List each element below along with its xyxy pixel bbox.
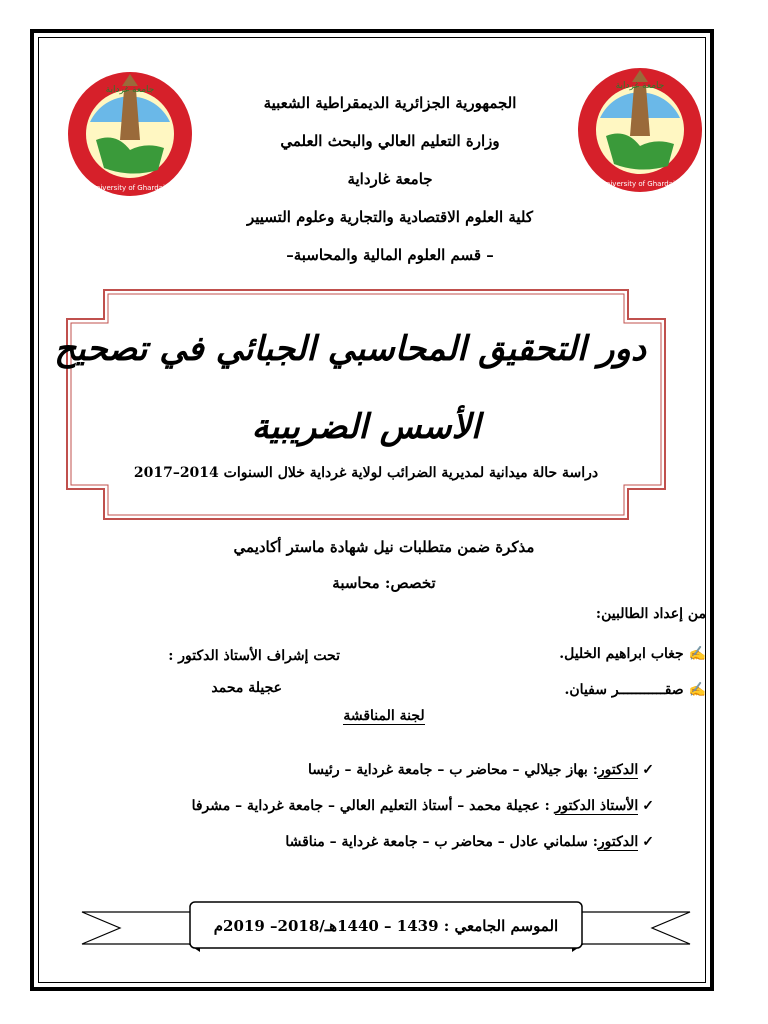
check-icon: ✓ bbox=[642, 798, 654, 814]
student-1-name: جغاب ابراهيم الخليل. bbox=[559, 646, 684, 662]
department-name: – قسم العلوم المالية والمحاسبة– bbox=[286, 246, 494, 264]
pen-icon: ✍ bbox=[688, 682, 706, 698]
academic-season bbox=[194, 906, 578, 946]
memo-requirement: مذكرة ضمن متطلبات نيل شهادة ماستر أكاديمي bbox=[233, 538, 535, 556]
committee-heading-wrap bbox=[0, 708, 768, 724]
season-label: الموسم الجامعي : bbox=[443, 917, 559, 935]
academic-season-ribbon bbox=[80, 898, 692, 954]
thesis-subtitle: دراسة حالة ميدانية لمديرية الضرائب لولاية غرداية خلال السنوات 2014–2017 bbox=[133, 465, 599, 481]
member-2-details: : عجيلة محمد – أستاذ التعليم العالي – جامعة غرداية – مشرفا bbox=[191, 798, 555, 814]
committee-member-2 bbox=[192, 798, 654, 814]
pen-icon: ✍ bbox=[688, 646, 706, 662]
thesis-title-line1: دور التحقيق المحاسبي الجبائي في تصحيح bbox=[54, 329, 646, 369]
student-1 bbox=[559, 646, 706, 662]
republic-name: الجمهورية الجزائرية الديمقراطية الشعبية bbox=[263, 94, 517, 112]
memo-specialty: تخصص: محاسبة bbox=[332, 574, 436, 592]
check-icon: ✓ bbox=[642, 762, 654, 778]
logo-caption: University of Ghardaia bbox=[600, 180, 680, 188]
ministry-name: وزارة التعليم العالي والبحث العلمي bbox=[280, 132, 500, 150]
title-box bbox=[54, 289, 666, 520]
season-value: 1439 – 1440هـ/2018– 2019م bbox=[213, 917, 439, 935]
student-2-name: صقـــــــــــر سفيان. bbox=[564, 682, 684, 698]
supervisor-label: تحت إشراف الأستاذ الدكتور : bbox=[168, 648, 340, 664]
member-1-title: الدكتور bbox=[597, 762, 639, 778]
member-3-details: : سلماني عادل – محاضر ب – جامعة غرداية – مناقشا bbox=[285, 834, 598, 850]
university-logo-left bbox=[66, 70, 194, 198]
logo-caption: University of Ghardaia bbox=[90, 184, 170, 192]
logo-top-text: جامعة غرداية bbox=[615, 81, 665, 91]
logo-top-text: جامعة غرداية bbox=[105, 85, 155, 95]
student-2 bbox=[565, 682, 706, 698]
member-2-title: الأستاذ الدكتور bbox=[554, 798, 639, 814]
institution-header bbox=[190, 90, 590, 268]
committee-heading: لجنة المناقشة bbox=[343, 708, 425, 724]
committee-member-1 bbox=[308, 762, 654, 778]
faculty-name: كلية العلوم الاقتصادية والتجارية وعلوم التسيير bbox=[246, 208, 534, 226]
supervisor-name: عجيلة محمد bbox=[211, 680, 282, 696]
committee-member-3 bbox=[285, 834, 654, 850]
thesis-title-line2: الأسس الضريبية bbox=[251, 407, 481, 447]
students-label: من إعداد الطالبين: bbox=[595, 606, 706, 622]
member-1-details: : بهاز جيلالي – محاضر ب – جامعة غرداية – رئيسا bbox=[307, 762, 598, 778]
check-icon: ✓ bbox=[642, 834, 654, 850]
university-logo-right bbox=[576, 66, 704, 194]
university-name: جامعة غارداية bbox=[347, 170, 433, 188]
member-3-title: الدكتور bbox=[597, 834, 639, 850]
